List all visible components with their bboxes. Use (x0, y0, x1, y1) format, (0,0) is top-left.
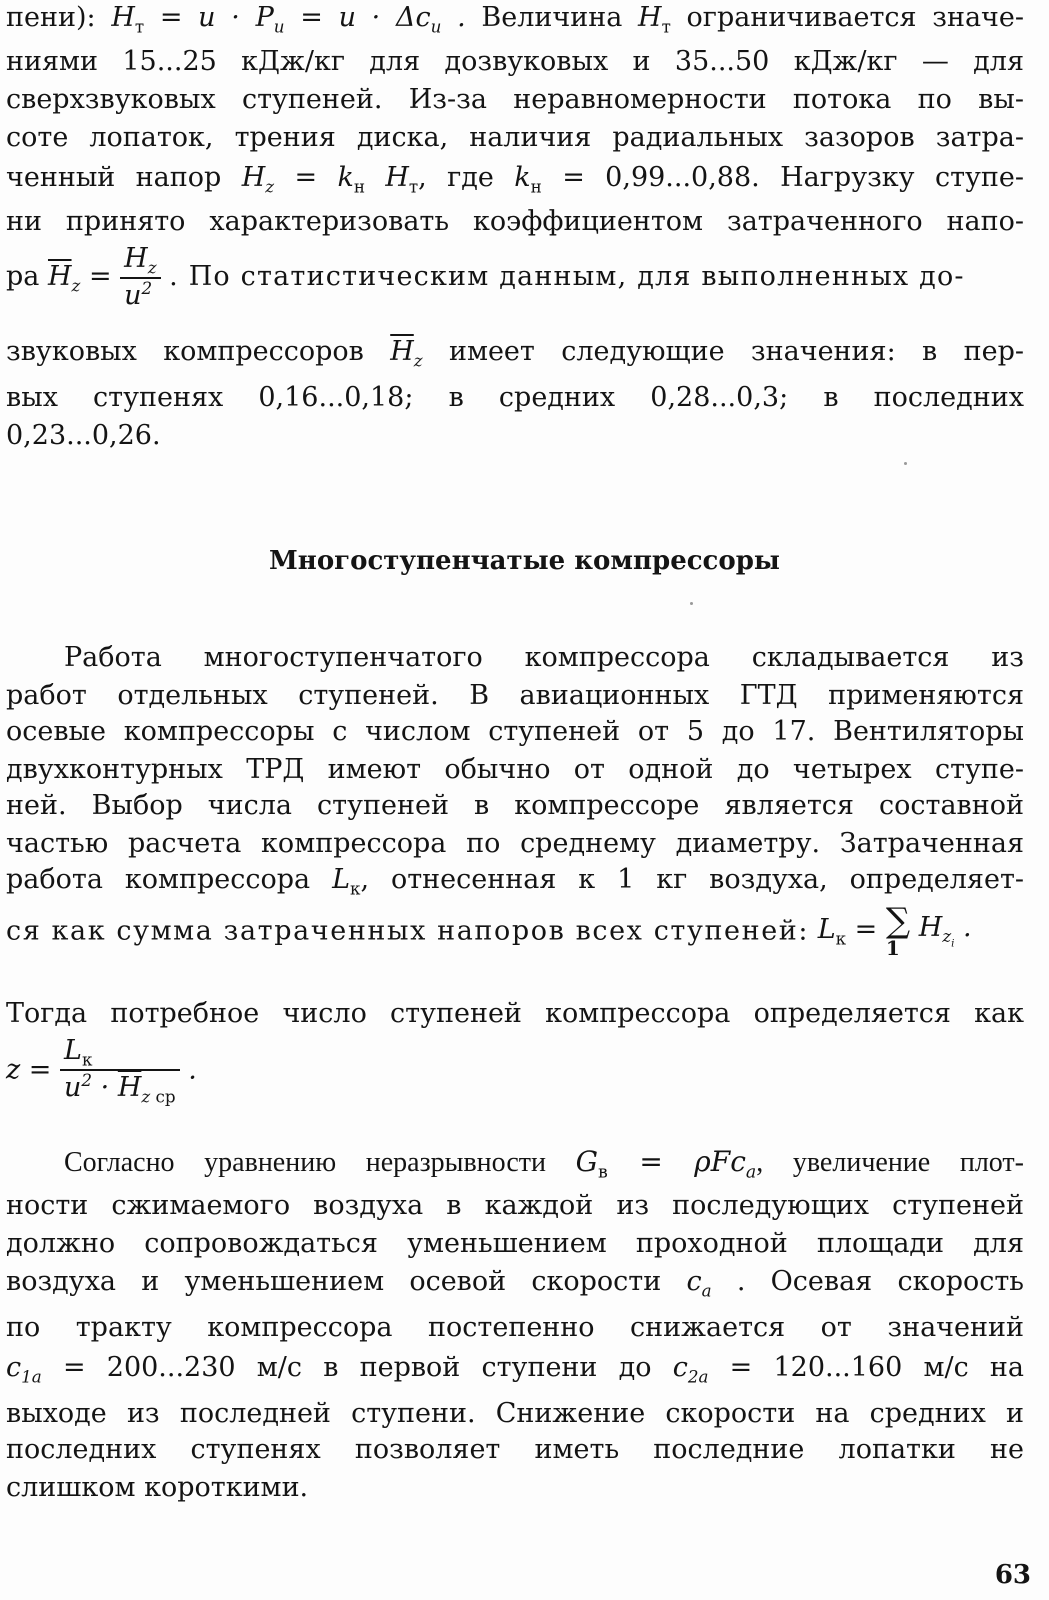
symbol-ca: $c_a$ (686, 1266, 712, 1301)
formula-hzi: $H_{z_i}$ . (918, 911, 972, 950)
text-line: ней. Выбор числа ступеней в компрессоре является составной (6, 790, 1024, 821)
text-line: осевые компрессоры с числом ступеней от 5 до 17. Вентиляторы (6, 716, 1024, 747)
text-line: звуковых компрессоров $\overline{H}_z$ имеет следующие значения: в пер- (6, 336, 1024, 371)
text-line: соте лопаток, трения диска, наличия радиальных зазоров затра- (6, 122, 1024, 153)
formula-hz: $H_z = k_н$ $H_т$ (241, 162, 419, 197)
symbol-c1a: $c_{1a}$ (6, 1352, 42, 1387)
scan-speck (904, 462, 907, 465)
symbol-lk: $L_к$ (332, 864, 361, 899)
text-line: $c_{1a} = 200...230$ м/с в первой ступени до $c_{2a} = 120...160$ м/с на (6, 1352, 1024, 1387)
symbol-hz-bar: $\overline{H}_z$ (390, 336, 423, 371)
text-line: последних ступенях позволяет иметь последние лопатки не (6, 1434, 1024, 1465)
symbol-ht: $H_т$ (638, 2, 671, 37)
text-line: частью расчета компрессора по среднему диаметру. Затраченная (6, 828, 1024, 859)
text-line: сверхзвуковых ступеней. Из-за неравномерности потока по вы- (6, 84, 1024, 115)
formula-ht: $H_т = u \cdot P_u = u \cdot \Delta c_u$ . (111, 2, 466, 37)
formula-z: z = $\frac{L_к}{u^2 \cdot \overline{H}_{z ср}}$ . (6, 1035, 197, 1107)
fraction-z: $\frac{L_к}{u^2 \cdot \overline{H}_{z ср}}$ (60, 1036, 180, 1106)
text-line: ра $\overline{H}_z$ = $\frac{H_z}{u^2}$ . По статистическим данным, для выполненных до- (6, 243, 965, 311)
symbol-kn: $k_н$ (514, 162, 542, 197)
text-line: слишком короткими. (6, 1472, 309, 1503)
text-line: двухконтурных ТРД имеют обычно от одной до четырех ступе- (6, 754, 1024, 785)
text-line: ни принято характеризовать коэффициентом затраченного напо- (6, 206, 1024, 237)
page-number: 63 (994, 1560, 1031, 1590)
text-line: вых ступенях 0,16...0,18; в средних 0,28...0,3; в последних (6, 382, 1024, 413)
symbol-c2a: $c_{2a}$ (672, 1352, 709, 1387)
text-line: пени): $H_т = u \cdot P_u = u \cdot \Delta c_u$ . Величина $H_т$ ограничивается значе- (6, 2, 1025, 37)
text-line: по тракту компрессора постепенно снижается от значений (6, 1312, 1024, 1343)
text-line: 0,23...0,26. (6, 420, 161, 451)
section-heading: Многоступенчатые компрессоры (269, 546, 780, 576)
text-line: Согласно уравнению неразрывности $G_в = \rho Fc_a$, увеличение плот- (64, 1145, 1024, 1183)
text-line: ченный напор $H_z = k_н$ $H_т$, где $k_н = 0,99...0,88$. Нагрузку ступе- (6, 162, 1024, 197)
text-line: Тогда потребное число ступеней компрессора определяется как (6, 998, 1024, 1029)
text-line: ниями 15...25 кДж/кг для дозвуковых и 35...50 кДж/кг — для (6, 46, 1024, 77)
text-line: Работа многоступенчатого компрессора складывается из (64, 642, 1024, 673)
text-line: должно сопровождаться уменьшением проходной площади для (6, 1228, 1024, 1259)
text-line: работа компрессора $L_к$, отнесенная к 1 кг воздуха, определяет- (6, 864, 1024, 899)
text-line: работ отдельных ступеней. В авиационных ГТД применяются (6, 680, 1024, 711)
text-line: выходе из последней ступени. Снижение скорости на средних и (6, 1398, 1024, 1429)
formula-hz-bar: $\overline{H}_z$ = (47, 260, 121, 296)
sum-symbol: ∑ 1 (885, 901, 911, 960)
formula-sum-lk: $L_к$ = (817, 913, 886, 949)
formula-continuity: $G_в = \rho Fc_a$ (575, 1145, 757, 1183)
text-line: воздуха и уменьшением осевой скорости $c_a$ . Осевая скорость (6, 1266, 1024, 1301)
scan-speck (690, 602, 693, 605)
fraction-hz-u2: $\frac{H_z}{u^2}$ (120, 244, 160, 310)
text-line: ности сжимаемого воздуха в каждой из последующих ступеней (6, 1190, 1024, 1221)
text-line: ся как сумма затраченных напоров всех ступеней: $L_к$ = ∑ 1 $H_{z_i}$ . (6, 901, 972, 960)
